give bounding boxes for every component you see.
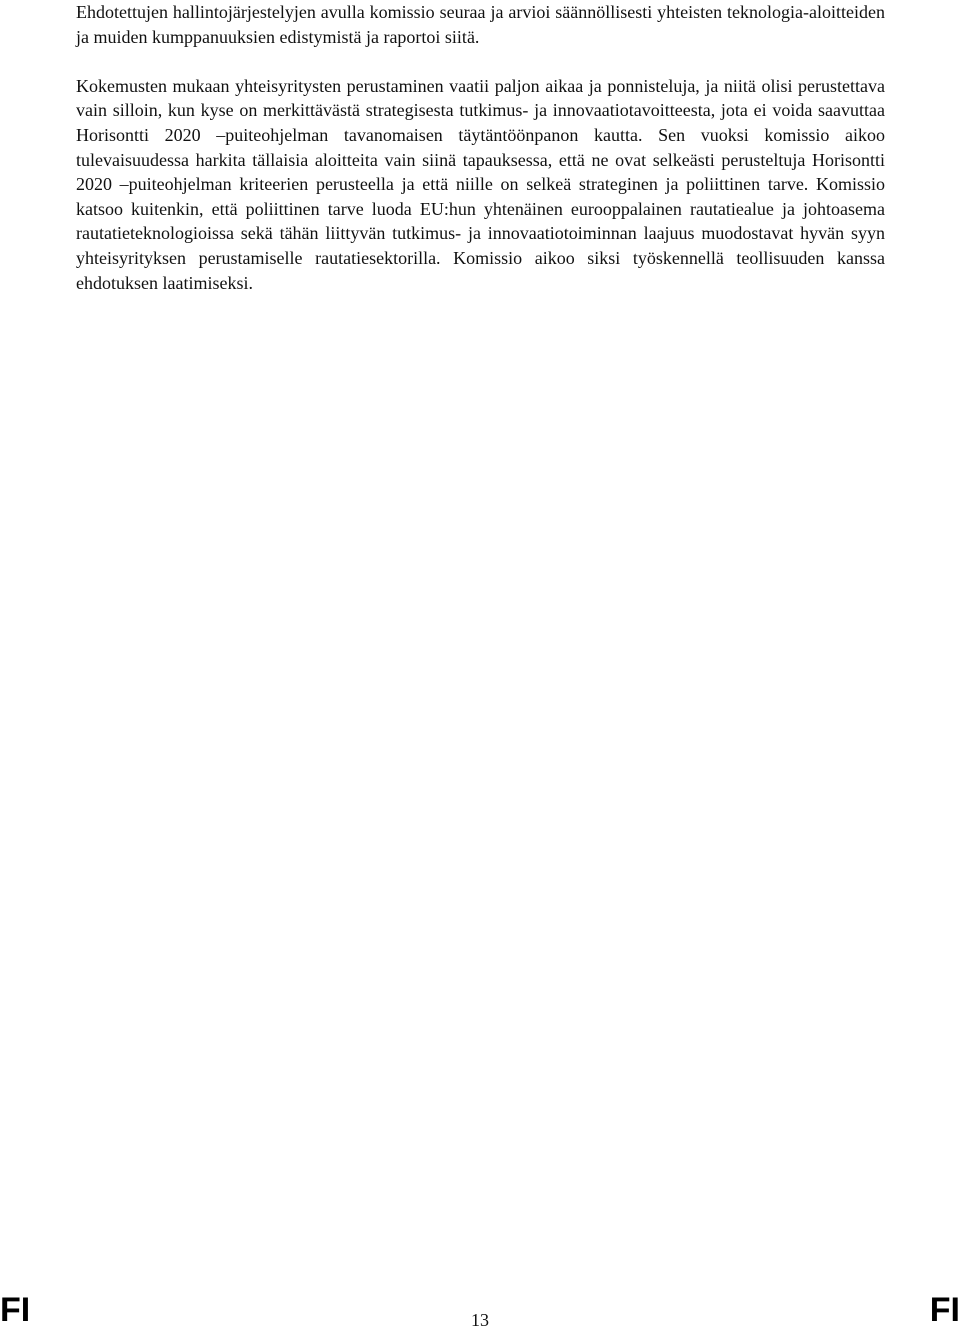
footer-language-code-left: FI bbox=[0, 1291, 31, 1329]
paragraph-governance: Ehdotettujen hallintojärjestelyjen avulla komissio seuraa ja arvioi säännöllisesti yhteisten teknologia-aloitteiden ja muiden kumppanuuksien edistymistä ja raportoi siitä. bbox=[76, 2, 885, 47]
document-body bbox=[76, 0, 885, 295]
page-number: 13 bbox=[471, 1310, 489, 1330]
footer-language-code-right: FI bbox=[929, 1291, 960, 1329]
paragraph-joint-undertakings: Kokemusten mukaan yhteisyritysten perustaminen vaatii paljon aikaa ja ponnisteluja, ja niitä olisi perustettava vain silloin, kun kyse on merkittävästä strategisesta tutkimus- ja innovaatiotavoitteesta, jota ei voida saavuttaa Horisontti 2020 –puiteohjelman tavanomaisen täytäntöönpanon kautta. Sen vuoksi komissio aikoo tulevaisuudessa harkita tällaisia aloitteita vain siinä tapauksessa, että ne ovat selkeästi perusteltuja Horisontti 2020 –puiteohjelman kriteerien perusteella ja että niille on selkeä strateginen ja poliittinen tarve. Komissio katsoo kuitenkin, että poliittinen tarve luoda EU:hun yhtenäinen eurooppalainen rautatiealue ja johtoasema rautatieteknologioissa sekä tähän liittyvän tutkimus- ja innovaatiotoiminnan laajuus muodostavat hyvän syyn yhteisyrityksen perustamiselle rautatiesektorilla. Komissio aikoo siksi työskennellä teollisuuden kanssa ehdotuksen laatimiseksi. bbox=[76, 75, 885, 293]
